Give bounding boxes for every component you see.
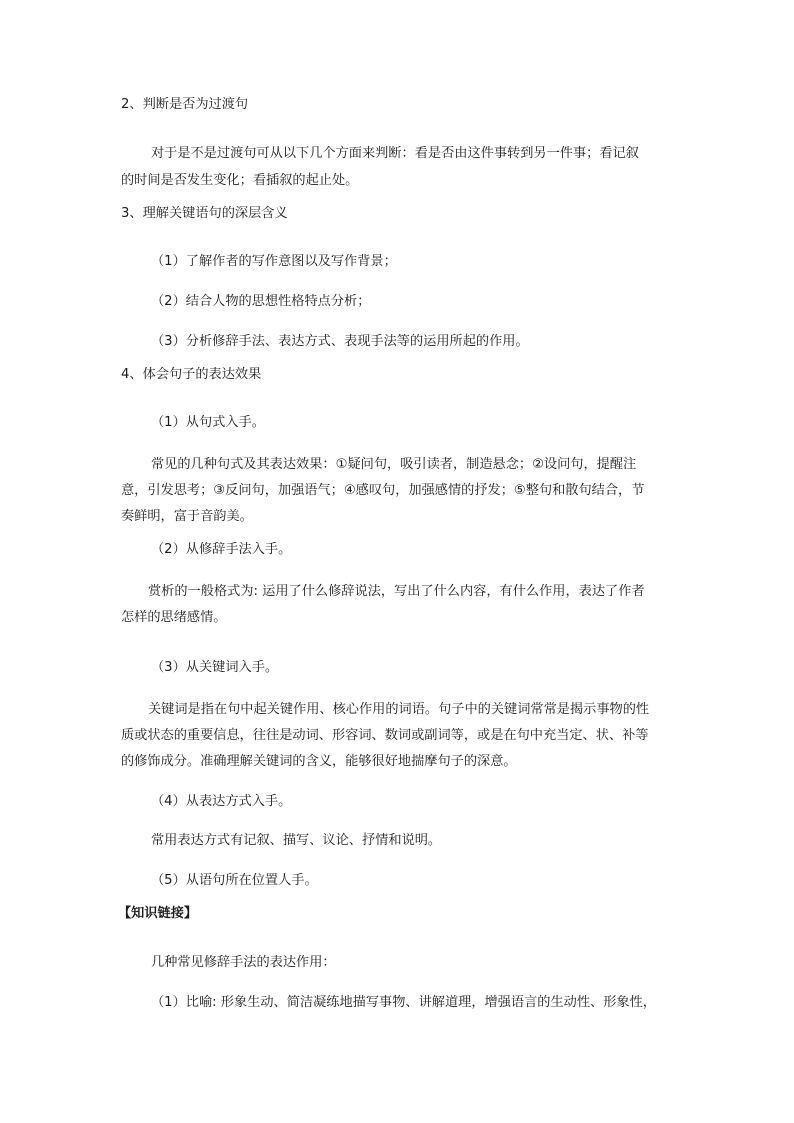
sub-2-line-2: 怎样的思绪感情。	[121, 610, 227, 625]
section-2-paragraph-line-2: 的时间是否发生变化；看插叙的起止处。	[121, 173, 359, 188]
sub-1-line-3: 奏鲜明，富于音韵美。	[121, 509, 253, 524]
sub-3-line-3: 的修饰成分。准确理解关键词的含义，能够很好地揣摩句子的深意。	[121, 754, 517, 769]
section-3-item-3: （3）分析修辞手法、表达方式、表现手法等的运用所起的作用。	[151, 334, 529, 349]
section-2-heading: 2、判断是否为过渡句	[121, 97, 249, 112]
sub-1-line-2: 意，引发思考；③反问句，加强语气；④感叹句，加强感情的抒发；⑤整句和散句结合，节	[121, 483, 645, 498]
sub-3-line-2: 质或状态的重要信息，往往是动词、形容词、数词或副词等，或是在句中充当定、状、补等	[121, 728, 649, 743]
section-4-heading: 4、体会句子的表达效果	[121, 367, 262, 382]
section-3-heading: 3、理解关键语句的深层含义	[121, 206, 288, 221]
knowledge-link-heading: 【知识链接】	[118, 906, 198, 921]
sub-1-title: （1）从句式入手。	[151, 415, 265, 430]
knowledge-item-1: （1）比喻: 形象生动、简洁凝练地描写事物、讲解道理，增强语言的生动性、形象性，	[151, 995, 656, 1010]
sub-1-line-1: 常见的几种句式及其表达效果：①疑问句，吸引读者，制造悬念；②设问句，提醒注	[151, 457, 637, 472]
sub-3-line-1: 关键词是指在句中起关键作用、核心作用的词语。句子中的关键词常常是揭示事物的性	[148, 702, 650, 717]
sub-2-line-1: 赏析的一般格式为: 运用了什么修辞说法，写出了什么内容，有什么作用，表达了作者	[148, 584, 645, 599]
sub-2-title: （2）从修辞手法入手。	[151, 542, 292, 557]
sub-4-title: （4）从表达方式入手。	[151, 794, 292, 809]
knowledge-intro: 几种常见修辞手法的表达作用：	[151, 955, 336, 970]
section-3-item-2: （2）结合人物的思想性格特点分析；	[151, 294, 371, 309]
section-3-item-1: （1）了解作者的写作意图以及写作背景；	[151, 254, 397, 269]
section-2-paragraph-line-1: 对于是不是过渡句可从以下几个方面来判断：看是否由这件事转到另一件事；看记叙	[151, 146, 639, 161]
sub-4-line-1: 常用表达方式有记叙、描写、议论、抒情和说明。	[151, 833, 442, 848]
sub-5-title: （5）从语句所在位置人手。	[151, 873, 318, 888]
sub-3-title: （3）从关键词入手。	[151, 660, 279, 675]
